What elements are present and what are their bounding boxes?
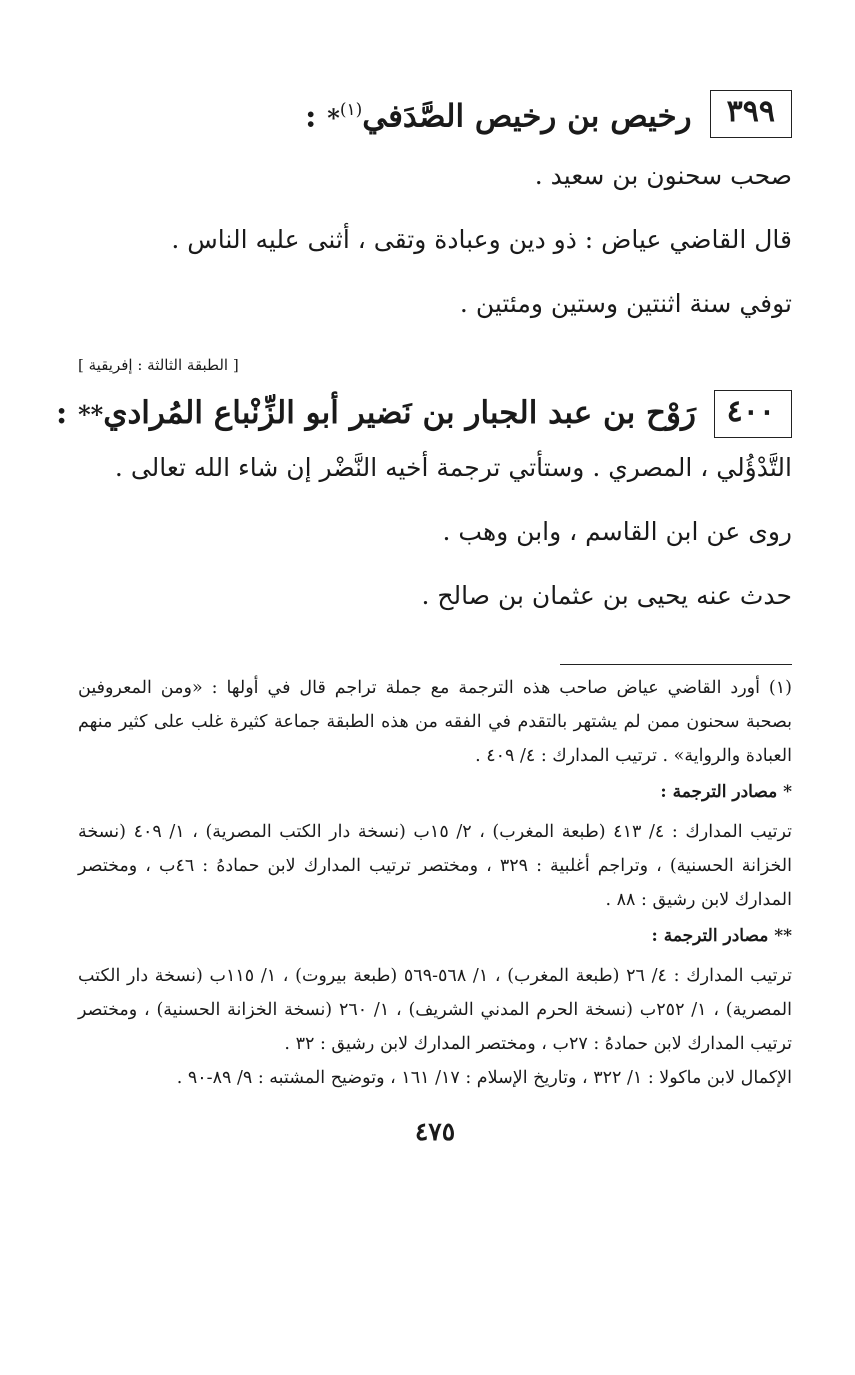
body-line: حدث عنه يحيى بن عثمان بن صالح . — [421, 581, 792, 611]
title-colon: : — [55, 395, 68, 432]
body-line: التَّدْؤُلي ، المصري . وستأتي ترجمة أخيه النَّضْر إن شاء الله تعالى . — [114, 453, 792, 483]
footnotes — [78, 671, 792, 1095]
entry-name: رَوْح بن عبد الجبار بن نَضير أبو الزِّنْباع المُرادي — [103, 395, 696, 432]
source-marker: ** — [78, 400, 104, 430]
entry-399-heading — [78, 90, 792, 138]
footnote-separator — [560, 664, 792, 665]
sources-text: ترتيب المدارك : ٤/ ٤١٣ (طبعة المغرب) ، ٢/ ١٥ب (نسخة دار الكتب المصرية) ، ١/ ٤٠٩ (نسخة الخزانة الحسنية) ، وتراجم أغلبية : ٣٢٩ ، ومختصر ترتيب المدارك لابن حمادهُ : ٤٦ب ، ومختصر المدارك لابن رشيق : ٨٨ . — [78, 822, 792, 911]
body-line: توفي سنة اثنتين وستين ومئتين . — [459, 289, 792, 319]
source-marker: * — [327, 103, 340, 133]
entry-400-heading — [55, 390, 792, 438]
entry-name: رخيص بن رخيص الصَّدَفي — [362, 98, 692, 135]
sources-text: الإكمال لابن ماكولا : ١/ ٣٢٢ ، وتاريخ الإسلام : ١٧/ ١٦١ ، وتوضيح المشتبه : ٩/ ٨٩-٩٠ . — [176, 1068, 792, 1089]
page-number: ٤٧٥ — [414, 1117, 456, 1147]
book-page — [55, 88, 793, 1348]
body-line: روى عن ابن القاسم ، وابن وهب . — [442, 517, 792, 547]
sources-text: ترتيب المدارك : ٤/ ٢٦ (طبعة المغرب) ، ١/ ٥٦٨-٥٦٩ (طبعة بيروت) ، ١/ ١١٥ب (نسخة دار الكتب المصرية) ، ١/ ٢٥٢ب (نسخة الحرم المدني الشريف) ، ١/ ٢٦٠ (نسخة الخزانة الحسنية) ، ومختصر ترتيب المدارك لابن حمادهُ : ٢٧ب ، ومختصر المدارك لابن رشيق : ٣٢ . — [78, 966, 793, 1055]
footnote-reference[interactable]: (١) — [339, 100, 363, 120]
entry-number-box: ٣٩٩ — [710, 90, 792, 138]
sources-heading: ** مصادر الترجمة : — [651, 926, 792, 947]
entry-400-body — [78, 448, 792, 616]
entry-title — [56, 393, 696, 435]
entry-title — [305, 90, 692, 138]
body-line: قال القاضي عياض : ذو دين وعبادة وتقى ، أثنى عليه الناس . — [171, 225, 792, 255]
sources-heading: * مصادر الترجمة : — [660, 782, 792, 803]
title-colon: : — [305, 98, 317, 135]
body-line: صحب سحنون بن سعيد . — [534, 161, 792, 191]
footnote-1: (١) أورد القاضي عياض صاحب هذه الترجمة مع جملة تراجم قال في أولها : «ومن المعروفين بصحبة سحنون ممن لم يشتهر بالتقدم في الفقه من هذه الطبقة جماعة كثيرة غلب على كثير منهم العبادة والرواية» . ترتيب المدارك : ٤/ ٤٠٩ . — [78, 678, 792, 767]
entry-399-body — [78, 156, 792, 324]
entry-number-box: ٤٠٠ — [714, 390, 792, 438]
section-note: [ الطبقة الثالثة : إفريقية ] — [78, 356, 239, 375]
